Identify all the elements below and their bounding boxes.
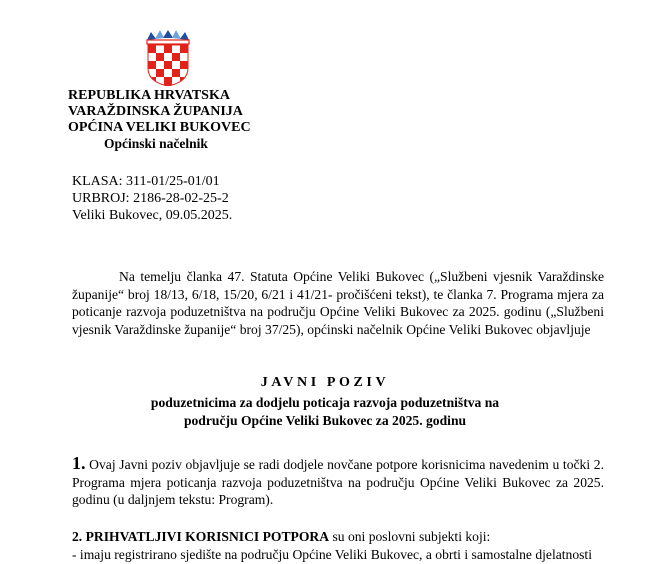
section-1-number: 1. bbox=[72, 453, 86, 473]
coat-crown bbox=[147, 30, 189, 44]
place-date-line: Veliki Bukovec, 09.05.2025. bbox=[72, 208, 233, 223]
croatian-coat-of-arms bbox=[143, 30, 193, 86]
section-1-paragraph bbox=[72, 455, 604, 509]
section-2-heading bbox=[72, 528, 604, 546]
document-title: JAVNI POZIV bbox=[260, 375, 390, 390]
urbroj-line: URBROJ: 2186-28-02-25-2 bbox=[72, 191, 229, 206]
document-subtitle-line2: području Općine Veliki Bukovec za 2025. godinu bbox=[183, 413, 467, 428]
section-2-bullet: - imaju registrirano sjedište na području Općine Veliki Bukovec, a obrti i samostalne djelatnosti bbox=[72, 547, 592, 562]
header-republic: REPUBLIKA HRVATSKA bbox=[68, 88, 230, 103]
document-subtitle-line1: poduzetnicima za dodjelu poticaja razvoja poduzetništva na bbox=[150, 395, 500, 410]
header-office: Općinski načelnik bbox=[104, 136, 208, 151]
section-2-lead: 2. PRIHVATLJIVI KORISNICI POTPORA bbox=[72, 529, 330, 544]
header-municipality: OPĆINA VELIKI BUKOVEC bbox=[68, 120, 251, 135]
header-county: VARAŽDINSKA ŽUPANIJA bbox=[68, 104, 243, 119]
intro-paragraph: Na temelju članka 47. Statuta Općine Veliki Bukovec („Službeni vjesnik Varaždinske županije“ broj 18/13, 6/18, 15/20, 6/21 i 41/21- pročišćeni tekst), te članka 7. Programa mjera za poticanje razvoja poduzetništva na području Općine Veliki Bukovec za 2025. godinu („Službeni vjesnik Varaždinske županije“ broj 37/25), općinski načelnik Općine Veliki Bukovec objavljuje bbox=[72, 269, 604, 337]
klasa-line: KLASA: 311-01/25-01/01 bbox=[72, 174, 220, 189]
section-2-rest: su oni poslovni subjekti koji: bbox=[329, 529, 491, 544]
section-1-text: Ovaj Javni poziv objavljuje se radi dodjele novčane potpore korisnicima navedenim u točki 2. Programa mjera poticanja razvoja poduzetništva na području Općine Veliki Bukovec za 2025. godinu (u daljnjem tekstu: Program). bbox=[72, 457, 604, 507]
